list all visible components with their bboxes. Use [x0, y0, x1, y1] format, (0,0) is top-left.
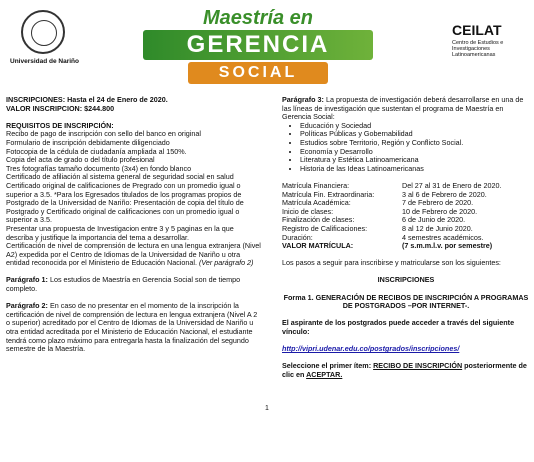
- udenar-logo: [10, 10, 79, 88]
- paragrafo-2: [6, 302, 262, 354]
- linea-item: • Economía y Desarrollo: [300, 148, 530, 157]
- fecha-label: Matrícula Académica:: [282, 198, 351, 208]
- fecha-value: 4 semestres académicos.: [402, 232, 484, 242]
- university-name: Universidad de Nariño: [10, 58, 79, 65]
- fecha-label: Registro de Calificaciones:: [282, 223, 368, 233]
- paragrafo-1: [6, 276, 262, 293]
- paragrafo-3-label: Parágrafo 3:: [282, 95, 324, 104]
- inscripciones-heading: INSCRIPCIONES: [377, 275, 435, 285]
- fecha-label: Finalización de clases:: [282, 215, 355, 225]
- requisitos-list: [6, 130, 262, 268]
- fecha-value: Del 27 al 31 de Enero de 2020.: [402, 180, 502, 190]
- paragrafo-3-text: La propuesta de investigación deberá desarrollarse en una de las líneas de investigación que sustentan el programa de Maestría en Gerencia Social:: [282, 95, 524, 122]
- requisito-item: Recibo de pago de inscripción con sello del banco en original: [6, 129, 201, 139]
- paragrafo-1-text: Los estudios de Maestría en Gerencia Social son de tiempo completo.: [6, 275, 241, 294]
- requisito-item: Fotocopia de la cédula de ciudadanía ampliada al 150%.: [6, 146, 187, 156]
- page-number: 1: [265, 405, 269, 412]
- paragrafo-3: [282, 96, 530, 122]
- valor-inscripcion: VALOR INSCRIPCION: $244.800: [6, 103, 115, 113]
- requisitos-title: REQUISITOS DE INSCRIPCIÓN:: [6, 120, 114, 130]
- linea-item: • Educación y Sociedad: [300, 122, 530, 131]
- fecha-value: 7 de Febrero de 2020.: [402, 198, 474, 208]
- inscripciones-date: INSCRIPCIONES: Hasta el 24 de Enero de 2020.: [6, 95, 168, 104]
- right-column: [282, 96, 530, 380]
- lineas-list: [282, 122, 530, 174]
- requisito-item: Presentar una propuesta de Investigacion entre 3 y 5 paginas en la que describa y justifique la importancia del tema a desarrollar.: [6, 223, 234, 242]
- university-seal-icon: [21, 10, 65, 54]
- linea-item: • Estudios sobre Territorio, Región y Conflicto Social.: [300, 139, 530, 148]
- left-column: [6, 96, 262, 354]
- linea-item: • Literatura y Estética Latinoamericana: [300, 156, 530, 165]
- valor-matricula-value: (7 s.m.m.l.v. por semestre): [402, 241, 493, 251]
- fecha-value: 6 de Junio de 2020.: [402, 215, 466, 225]
- program-banner: [138, 8, 378, 88]
- ceilat-title: CEILAT: [452, 22, 502, 38]
- fecha-label: Matrícula Fin. Extraordinaria:: [282, 189, 375, 199]
- seleccione-d: ACEPTAR.: [306, 370, 343, 379]
- fecha-label: Inicio de clases:: [282, 206, 334, 216]
- inscripciones-link[interactable]: http://vipri.udenar.edu.co/postgrados/inscripciones/: [282, 344, 460, 354]
- linea-item: • Políticas Públicas y Gobernabilidad: [300, 130, 530, 139]
- seleccione-c: posteriormente de clic en: [282, 361, 527, 379]
- ceilat-logo: [452, 22, 532, 82]
- banner-line2: GERENCIA: [143, 30, 373, 60]
- requisito-item: Formulario de inscripción debidamente diligenciado: [6, 137, 170, 147]
- requisito-item: Copia del acta de grado o del título profesional: [6, 155, 155, 165]
- requisito-lengua-note: (Ver parágrafo 2): [198, 258, 254, 268]
- ceilat-subtitle: Centro de Estudios e Investigaciones Latinoamericanas: [452, 40, 504, 58]
- requisito-item-lengua: [6, 242, 262, 268]
- requisito-item: Tres fotografías tamaño documento (3x4) en fondo blanco: [6, 163, 192, 173]
- fecha-label: Duración:: [282, 232, 313, 242]
- inscripciones-link-line: [282, 345, 530, 354]
- requisito-lengua-text: Certificación de nivel de comprensión de lectura en una lengua extranjera (Nivel A2) expedida por el Centro de Idiomas de la Universidad de Nariño u otra entidad reconocida por el Ministerio de Educación Nacional.: [6, 241, 261, 268]
- seleccione-text: [282, 362, 530, 379]
- paragrafo-2-text: En caso de no presentar en el momento de la inscripción la certificación de nivel de comprensión de lectura en lengua extranjera (Nivel A 2 o superior) acreditado por el Centro de Idiomas de la Universidad de Nariño u otra entidad acreditada por el Ministerio de Educación Nacional, el estudiante tendrá como plazo máximo para entregarla hasta la finalización del segundo semestre de la Maestría.: [6, 301, 258, 354]
- fechas-table: [282, 182, 502, 251]
- seleccione-a: Seleccione el primer ítem:: [282, 361, 372, 371]
- requisito-item: Certificado original de calificaciones de Pregrado con un promedio igual o superior a 3.5. *Para los Egresados titulados de los programas propios de Postgrado de la Universidad de Nariño: Presentación de copia del título de Postgrado y Certificado original de calificaciones con un promedio igual o superior a 3.5.: [6, 180, 244, 225]
- valor-matricula-row: [282, 242, 502, 251]
- banner-line1: Maestría en: [202, 7, 314, 29]
- valor-matricula-label: VALOR MATRÍCULA:: [282, 241, 354, 251]
- fecha-value: 10 de Febrero de 2020.: [402, 206, 478, 216]
- pasos-text: Los pasos a seguir para inscribirse y matricularse son los siguientes:: [282, 258, 501, 268]
- fecha-label: Matrícula Financiera:: [282, 180, 350, 190]
- seleccione-b: RECIBO DE INSCRIPCIÓN: [373, 361, 463, 371]
- aspirante-text: El aspirante de los postgrados puede acceder a través del siguiente vínculo:: [282, 318, 515, 337]
- linea-item: • Historia de las Ideas Latinoamericanas: [300, 165, 530, 174]
- requisito-item: Certificado de afiliación al sistema general de seguridad social en salud: [6, 172, 234, 182]
- fecha-value: 3 al 6 de Febrero de 2020.: [402, 189, 487, 199]
- banner-line3: SOCIAL: [188, 62, 328, 84]
- paragrafo-1-label: Parágrafo 1:: [6, 275, 48, 285]
- fecha-value: 8 al 12 de Junio 2020.: [402, 223, 473, 233]
- paragrafo-2-label: Parágrafo 2:: [6, 301, 48, 311]
- document-header: [0, 0, 534, 92]
- forma1-heading: Forma 1. GENERACIÓN DE RECIBOS DE INSCRIPCIÓN A PROGRAMAS DE POSTGRADOS –POR INTERNET-.: [283, 292, 529, 311]
